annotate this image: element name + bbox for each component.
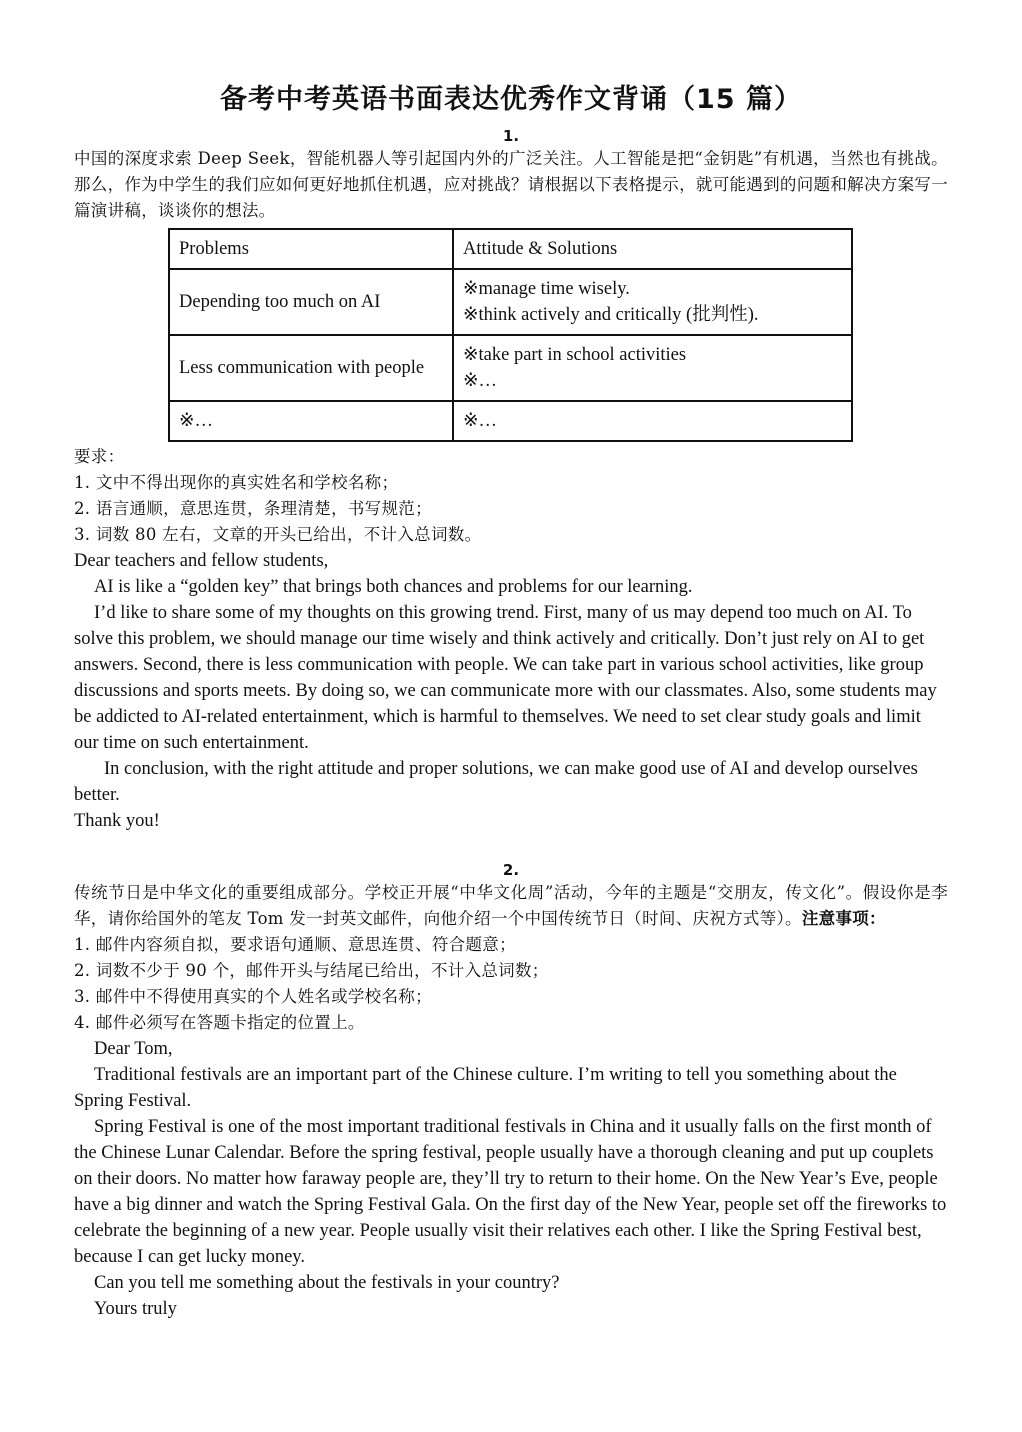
solution-line: ※take part in school activities [463,345,687,365]
essay-paragraph: Can you tell me something about the festivals in your country? [94,1273,560,1293]
essay-paragraph: AI is like a “golden key” that brings both chances and problems for our learning. [94,577,693,597]
requirement-item: 1. 邮件内容须自拟，要求语句通顺、意思连贯、符合题意； [74,935,516,954]
requirement-item: 2. 语言通顺，意思连贯，条理清楚，书写规范； [74,499,432,518]
section-gap [74,834,948,860]
essay-number: 2. [502,861,520,879]
table-cell-problem: ※… [169,401,453,441]
essay-closing: Yours truly [94,1299,177,1319]
essay-prompt: 中国的深度求索 Deep Seek，智能机器人等引起国内外的广泛关注。人工智能是把“金钥匙”有机遇，当然也有挑战。那么，作为中学生的我们应如何更好地抓住机遇，应对挑战？请根据以下表格提示，就可能遇到的问题和解决方案写一篇演讲稿，谈谈你的想法。 [74,149,948,220]
table-cell-solution [453,269,852,335]
essay-paragraph: Spring Festival is one of the most important traditional festivals in China and it usually falls on the first month of the Chinese Lunar Calendar. Before the spring festival, people usually have a thorough cleaning and put up couplets on their doors. No matter how faraway people are, they’ll try to return to their home. On the New Year’s Eve, people have a big dinner and watch the Spring Festival Gala. On the first day of the New Year, people set off the fireworks to celebrate the beginning of a new year. People usually visit their relatives each other. I like the Spring Festival best, because I can get lucky money. [74,1117,947,1267]
essay-paragraph: Traditional festivals are an important part of the Chinese culture. I’m writing to tell you something about the Spring Festival. [74,1065,897,1111]
essay-2 [74,860,948,1322]
essay-salutation: Dear Tom, [94,1039,173,1059]
solution-line: ※manage time wisely. [463,279,630,299]
essay-salutation: Dear teachers and fellow students, [74,551,329,571]
requirement-item: 1. 文中不得出现你的真实姓名和学校名称； [74,473,399,492]
table-header-solutions: Attitude & Solutions [453,229,852,269]
solution-line: ※think actively and critically (批判性). [463,305,759,325]
essay-paragraph: I’d like to share some of my thoughts on this growing trend. First, many of us may depend too much on AI. To solve this problem, we should manage our time wisely and think actively and critically. Don’t just rely on AI to get answers. Second, there is less communication with people. We can take part in various school activities, like group discussions and sports meets. By doing so, we can communicate more with our classmates. Also, some students may be addicted to AI-related entertainment, which is harmful to themselves. We need to set clear study goals and limit our time on such entertainment. [74,603,937,753]
requirement-item: 2. 词数不少于 90 个，邮件开头与结尾已给出，不计入总词数； [74,961,549,980]
table-header-row [169,229,852,269]
hints-table [168,228,853,442]
prompt-text: 传统节日是中华文化的重要组成部分。学校正开展“中华文化周”活动，今年的主题是“交朋友，传文化”。假设你是李华，请你给国外的笔友 Tom 发一封英文邮件，向他介绍一个中国传统节日（时间、庆祝方式等）。 [74,883,948,928]
requirement-item: 3. 词数 80 左右，文章的开头已给出，不计入总词数。 [74,525,482,544]
essay-closing: Thank you! [74,811,160,831]
essay-1 [74,126,948,834]
table-header-problems: Problems [169,229,453,269]
table-cell-problem: Less communication with people [169,335,453,401]
table-row [169,401,852,441]
essay-prompt [74,880,948,932]
table-cell-solution: ※… [453,401,852,441]
essay-number: 1. [502,127,520,145]
essay-paragraph: In conclusion, with the right attitude and proper solutions, we can make good use of AI and develop ourselves better. [74,759,918,805]
prompt-notice-label: 注意事项： [801,909,886,928]
table-cell-solution [453,335,852,401]
requirement-item: 3. 邮件中不得使用真实的个人姓名或学校名称； [74,987,432,1006]
solution-line: ※… [463,371,498,391]
table-cell-problem: Depending too much on AI [169,269,453,335]
table-row [169,269,852,335]
page-title: 备考中考英语书面表达优秀作文背诵（15 篇） [220,84,802,115]
table-row [169,335,852,401]
requirement-item: 4. 邮件必须写在答题卡指定的位置上。 [74,1013,365,1032]
requirements-title: 要求： [74,447,125,466]
